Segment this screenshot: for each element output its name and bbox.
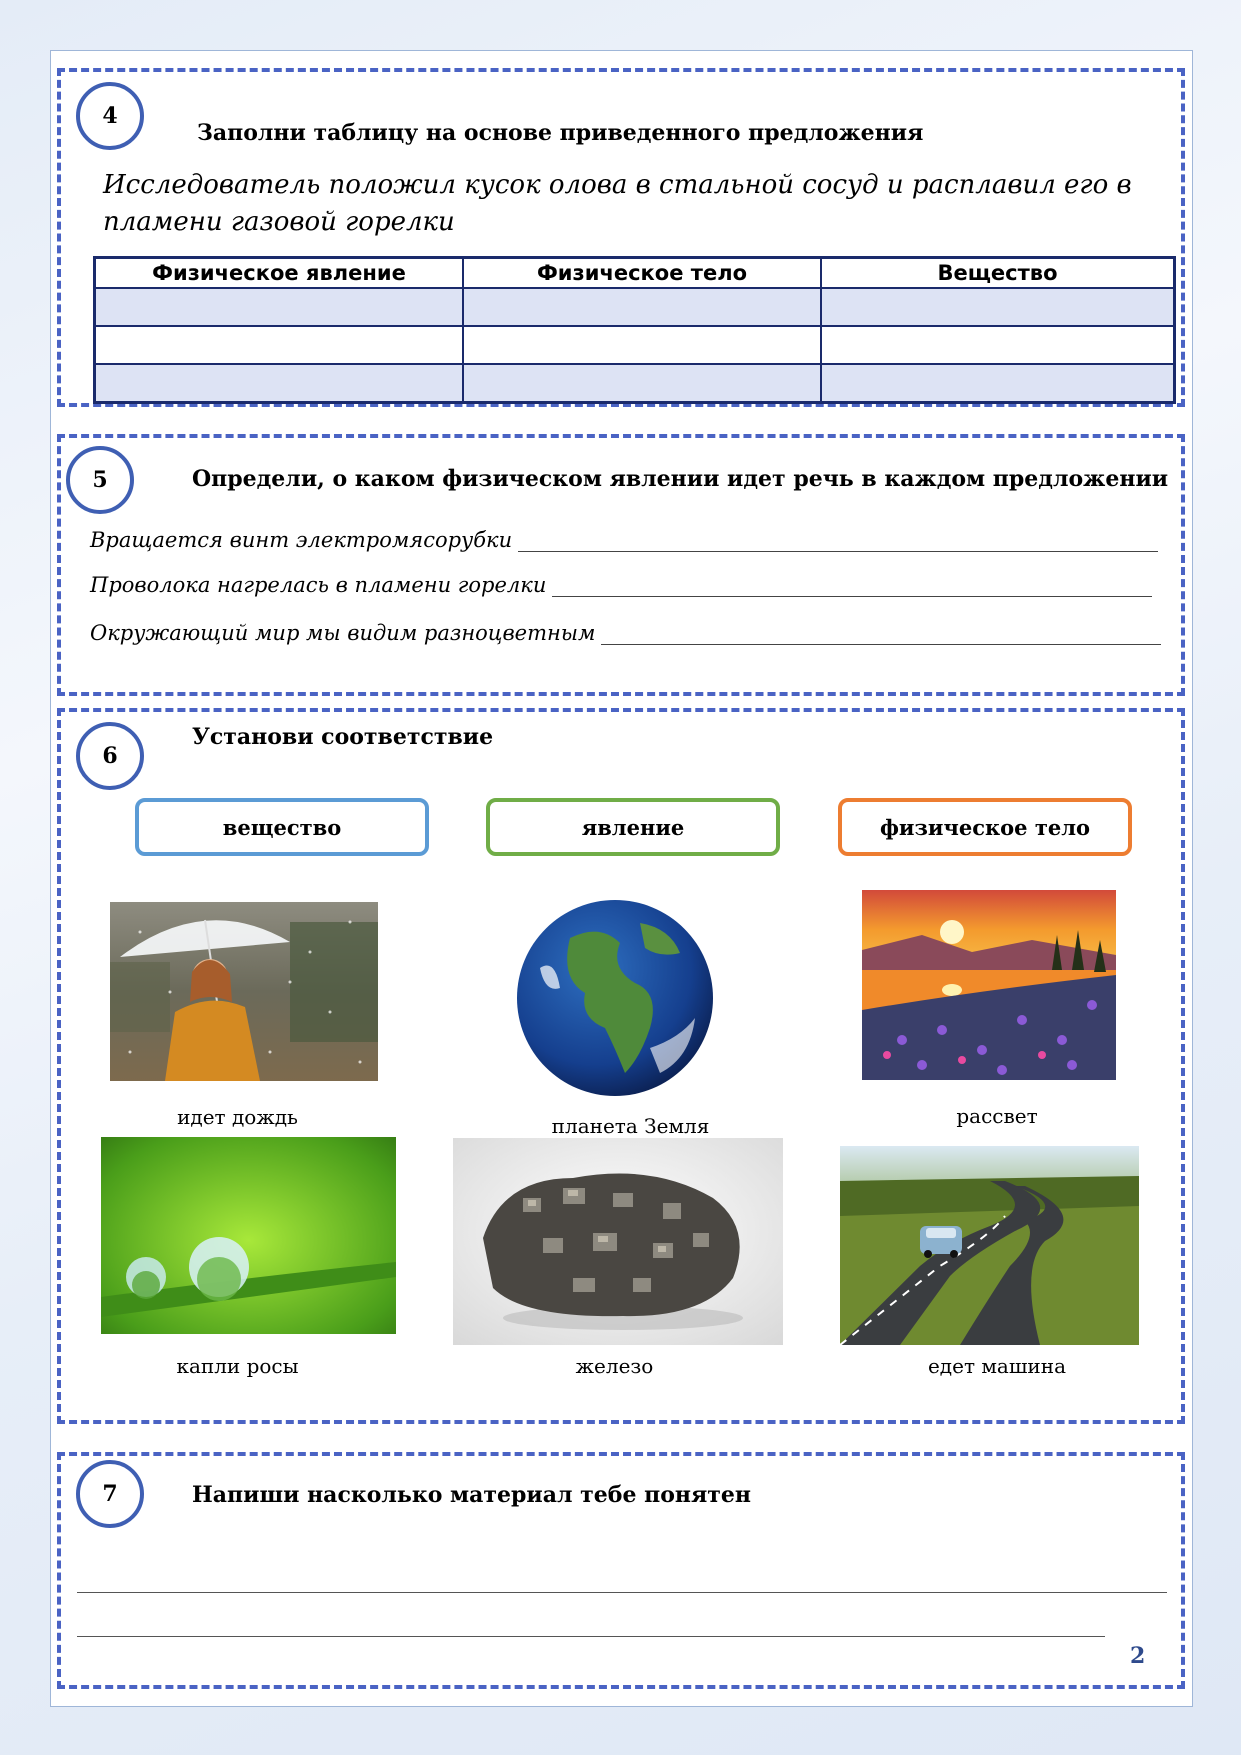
- task7-number-badge: 7: [76, 1460, 144, 1528]
- table-header-substance: Вещество: [821, 258, 1175, 289]
- table-cell[interactable]: [95, 364, 464, 403]
- choice-phenomenon[interactable]: явление: [486, 798, 780, 856]
- table-header-phenomenon: Физическое явление: [95, 258, 464, 289]
- task7-title: Напиши насколько материал тебе понятен: [192, 1482, 752, 1508]
- table-row: [95, 288, 1175, 326]
- caption-car: едет машина: [927, 1354, 1067, 1378]
- answer-line-2[interactable]: [77, 1636, 1105, 1637]
- answer-line[interactable]: [552, 580, 1152, 597]
- task4-sentence: Исследователь положил кусок олова в стальной сосуд и расплавил его в пламени газовой горелки: [103, 170, 1132, 237]
- task6-number-badge: 6: [76, 722, 144, 790]
- task4-answer-table: [93, 256, 1176, 404]
- caption-iron: железо: [575, 1354, 654, 1378]
- answer-line[interactable]: [601, 628, 1161, 645]
- choice-physical-body[interactable]: физическое тело: [838, 798, 1132, 856]
- table-row: [95, 364, 1175, 403]
- iron-ore-photo[interactable]: [453, 1138, 783, 1345]
- question-text: Проволока нагрелась в пламени горелки: [90, 573, 547, 597]
- answer-line-1[interactable]: [77, 1592, 1167, 1593]
- caption-earth: планета Земля: [551, 1114, 710, 1138]
- table-cell[interactable]: [821, 364, 1175, 403]
- table-cell[interactable]: [821, 326, 1175, 364]
- answer-line[interactable]: [518, 535, 1158, 552]
- task5-question-1: [90, 528, 1158, 552]
- table-cell[interactable]: [95, 288, 464, 326]
- table-row: [95, 326, 1175, 364]
- table-cell[interactable]: [95, 326, 464, 364]
- table-cell[interactable]: [463, 288, 821, 326]
- task5-question-3: [90, 621, 1161, 645]
- dew-drops-photo[interactable]: [101, 1137, 396, 1344]
- table-cell[interactable]: [463, 364, 821, 403]
- task4-title: Заполни таблицу на основе приведенного предложения: [197, 120, 924, 146]
- page-number: 2: [1130, 1643, 1146, 1669]
- task4-number-badge: 4: [76, 82, 144, 150]
- earth-globe-photo[interactable]: [510, 898, 720, 1098]
- task5-number-badge: 5: [66, 446, 134, 514]
- task5-question-2: [90, 573, 1152, 597]
- table-header-body: Физическое тело: [463, 258, 821, 289]
- caption-rain: идет дождь: [177, 1105, 298, 1129]
- car-on-road-photo[interactable]: [840, 1146, 1139, 1345]
- task6-title: Установи соответствие: [192, 724, 494, 750]
- rain-girl-umbrella-photo[interactable]: [110, 902, 378, 1081]
- task5-title: Определи, о каком физическом явлении идет речь в каждом предложении: [192, 466, 1169, 492]
- caption-sunrise: рассвет: [956, 1104, 1038, 1128]
- caption-dew: капли росы: [176, 1354, 299, 1378]
- sunrise-lake-photo[interactable]: [862, 890, 1116, 1080]
- question-text: Окружающий мир мы видим разноцветным: [90, 621, 596, 645]
- table-cell[interactable]: [463, 326, 821, 364]
- choice-substance[interactable]: вещество: [135, 798, 429, 856]
- table-cell[interactable]: [821, 288, 1175, 326]
- question-text: Вращается винт электромясорубки: [90, 528, 513, 552]
